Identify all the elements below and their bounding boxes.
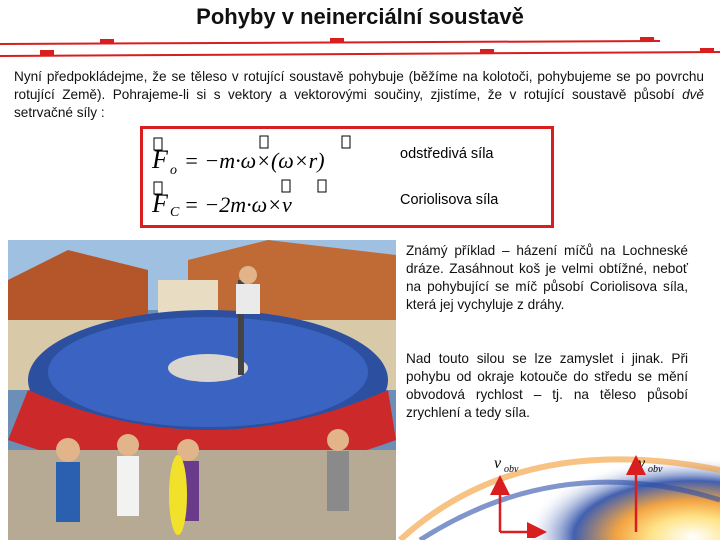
f2-vector-mark-3 (318, 180, 326, 192)
vector-1-subscript: obv (504, 464, 519, 475)
force-formulas (146, 130, 396, 220)
f1-subscript: o (170, 163, 177, 178)
centrifugal-label: odstředivá síla (400, 146, 494, 162)
example-paragraph: Známý příklad – házení míčů na Lochneské dráze. Zasáhnout koš je velmi obtížné, neboť na pohybující se míč působí Coriolisova síla, která jej vychyluje z dráhy. (406, 243, 688, 312)
intro-paragraph (14, 68, 704, 122)
intro-emphasis: dvě (682, 87, 704, 102)
f1-symbol: F (152, 145, 168, 174)
f2-vector-mark-2 (282, 180, 290, 192)
f1-vector-mark-3 (342, 136, 350, 148)
vector-1-symbol: v (494, 455, 502, 472)
f1-vector-mark-2 (260, 136, 268, 148)
f2-expression: = −2m·ω×v (184, 192, 292, 217)
vector-2-symbol: v (638, 455, 646, 472)
intro-text-1: Nyní předpokládejme, že se těleso v rotující soustavě pohybuje (běžíme na kolotoči, pohybujeme se po povrchu rotující Země). Pohrajeme-li si s vektory a vektorovými součiny, zjistíme, že v rotující soustavě působí (14, 69, 704, 102)
f2-subscript: C (170, 205, 180, 220)
coriolis-label: Coriolisova síla (400, 192, 499, 208)
velocity-vectors (450, 448, 690, 538)
title-decoration-lines (0, 28, 720, 68)
reflection-paragraph: Nad touto silou se lze zamyslet i jinak. Při pohybu od okraje kotouče do středu se mění obvodová rychlost – tj. na těleso působí zrychlení a tedy síla. (406, 351, 688, 420)
slide-title: Pohyby v neinerciální soustavě (196, 4, 524, 29)
intro-text-2: setrvačné síly : (14, 105, 105, 120)
carousel-photo (8, 240, 396, 540)
f1-expression: = −m·ω×(ω×r) (184, 148, 325, 173)
f2-symbol: F (152, 189, 168, 218)
vector-2-subscript: obv (648, 464, 663, 475)
